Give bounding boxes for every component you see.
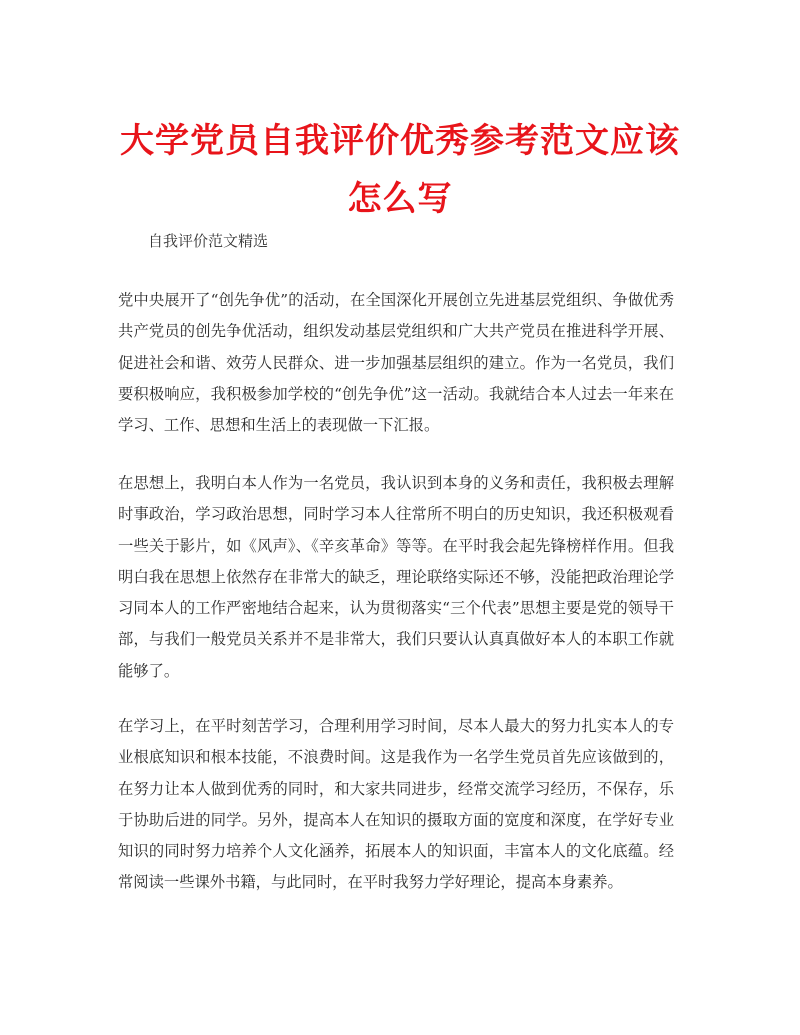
document-subtitle: 自我评价范文精选 (148, 232, 269, 250)
document-title: 大学党员自我评价优秀参考范文应该怎么写 (120, 121, 680, 219)
body-paragraph-3: 在学习上，在平时刻苦学习，合理利用学习时间，尽本人最大的努力扎实本人的专业根底知识和根本技能，不浪费时间。这是我作为一名学生党员首先应该做到的，在努力让本人做到优秀的同时，和大家共同进步，经常交流学习经历，不保存，乐于协助后进的同学。另外，提高本人在知识的摄取方面的宽度和深度，在学好专业知识的同时努力培养个人文化涵养，拓展本人的知识面，丰富本人的文化底蕴。经常阅读一些课外书籍，与此同时，在平时我努力学好理论，提高本身素养。 (118, 717, 674, 892)
body-paragraph-1: 党中央展开了“创先争优”的活动，在全国深化开展创立先进基层党组织、争做优秀共产党员的创先争优活动，组织发动基层党组织和广大共产党员在推进科学开展、促进社会和谐、效劳人民群众、进一步加强基层组织的建立。作为一名党员，我们要积极响应，我积极参加学校的“创先争优”这一活动。我就结合本人过去一年来在学习、工作、思想和生活上的表现做一下汇报。 (118, 291, 674, 435)
body-paragraph-2: 在思想上，我明白本人作为一名党员，我认识到本身的义务和责任，我积极去理解时事政治，学习政治思想，同时学习本人往常所不明白的历史知识，我还积极观看一些关于影片，如《风声》、《辛亥革命》等等。在平时我会起先锋榜样作用。但我明白我在思想上依然存在非常大的缺乏，理论联络实际还不够，没能把政治理论学习同本人的工作严密地结合起来，认为贯彻落实“三个代表”思想主要是党的领导干部，与我们一般党员关系并不是非常大，我们只要认认真真做好本人的本职工作就能够了。 (118, 474, 674, 680)
